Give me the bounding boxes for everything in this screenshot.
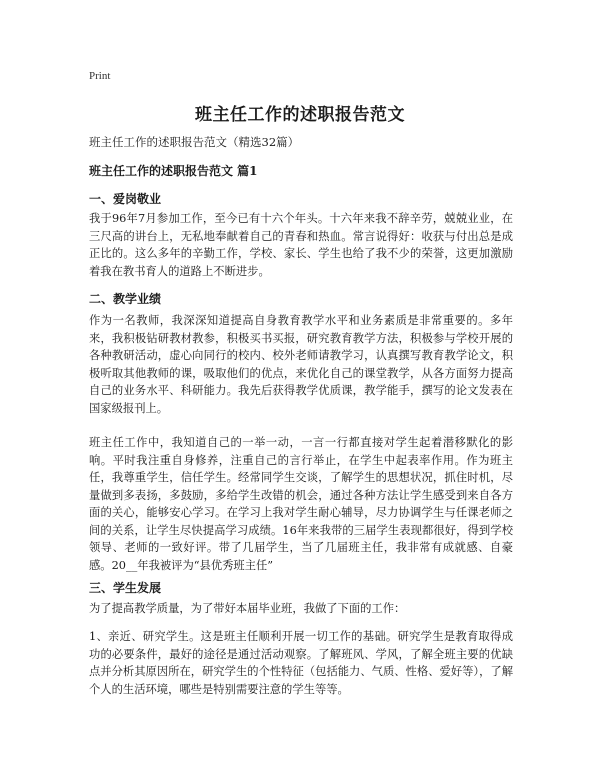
section-paragraph: 为了提高教学质量，为了带好本届毕业班，我做了下面的工作： bbox=[89, 602, 406, 615]
document-subtitle: 班主任工作的述职报告范文（精选32篇） bbox=[89, 135, 300, 149]
section-paragraph: 我于96年7月参加工作，至今已有十六个年头。十六年来我不辞辛劳，兢兢业业，在三尺高的讲台上，无私地奉献着自己的青春和热血。常言说得好：收获与付出总是成正比的。这么多年的辛勤工作，学校、家长、学生也给了我不少的荣誉，这更加激励着我在教书育人的道路上不断进步。 bbox=[89, 212, 513, 278]
document-title: 班主任工作的述职报告范文 bbox=[195, 105, 405, 125]
section-heading-jiaoxue: 二、教学业绩 bbox=[89, 292, 162, 306]
print-label: Print bbox=[89, 70, 111, 82]
part-title: 班主任工作的述职报告范文 篇1 bbox=[89, 164, 258, 178]
section-heading-aigang: 一、爱岗敬业 bbox=[89, 192, 162, 206]
section-paragraph: 作为一名教师，我深深知道提高自身教育教学水平和业务素质是非常重要的。多年来，我积极钻研教材教参，积极买书买报，研究教育教学方法，积极参与学校开展的各种教研活动，虚心向同行的校内、校外老师请教学习，认真撰写教育教学论文，积极听取其他教师的课，吸取他们的优点，来优化自己的课堂教学，从各方面努力提高自己的业务水平、科研能力。我先后获得教学优质课，教学能手，撰写的论文发表在国家级报刊上。 bbox=[89, 314, 513, 415]
section-heading-xuesheng: 三、学生发展 bbox=[89, 581, 162, 595]
section-paragraph: 1、亲近、研究学生。这是班主任顺利开展一切工作的基础。研究学生是教育取得成功的必要条件，最好的途径是通过活动观察。了解班风、学风，了解全班主要的优缺点并分析其原因所在，研究学生的个性特征（包括能力、气质、性格、爱好等），了解个人的生活环境，哪些是特别需要注意的学生等等。 bbox=[89, 630, 513, 696]
section-paragraph: 班主任工作中，我知道自己的一举一动，一言一行都直接对学生起着潜移默化的影响。平时我注重自身修养，注重自己的言行举止，在学生中起表率作用。作为班主任，我尊重学生，信任学生。经常同学生交谈，了解学生的思想状况，抓住时机，尽量做到多表扬，多鼓励，多给学生改错的机会，通过各种方法让学生感受到来自各方面的关心，能够安心学习。在学习上我对学生耐心辅导，尽力协调学生与任课老师之间的关系，让学生尽快提高学习成绩。16年来我带的三届学生表现都很好，得到学校领导、老师的一致好评。带了几届学生，当了几届班主任，我非常有成就感、自豪感。20__年我被评为“县优秀班主任” bbox=[89, 436, 513, 572]
